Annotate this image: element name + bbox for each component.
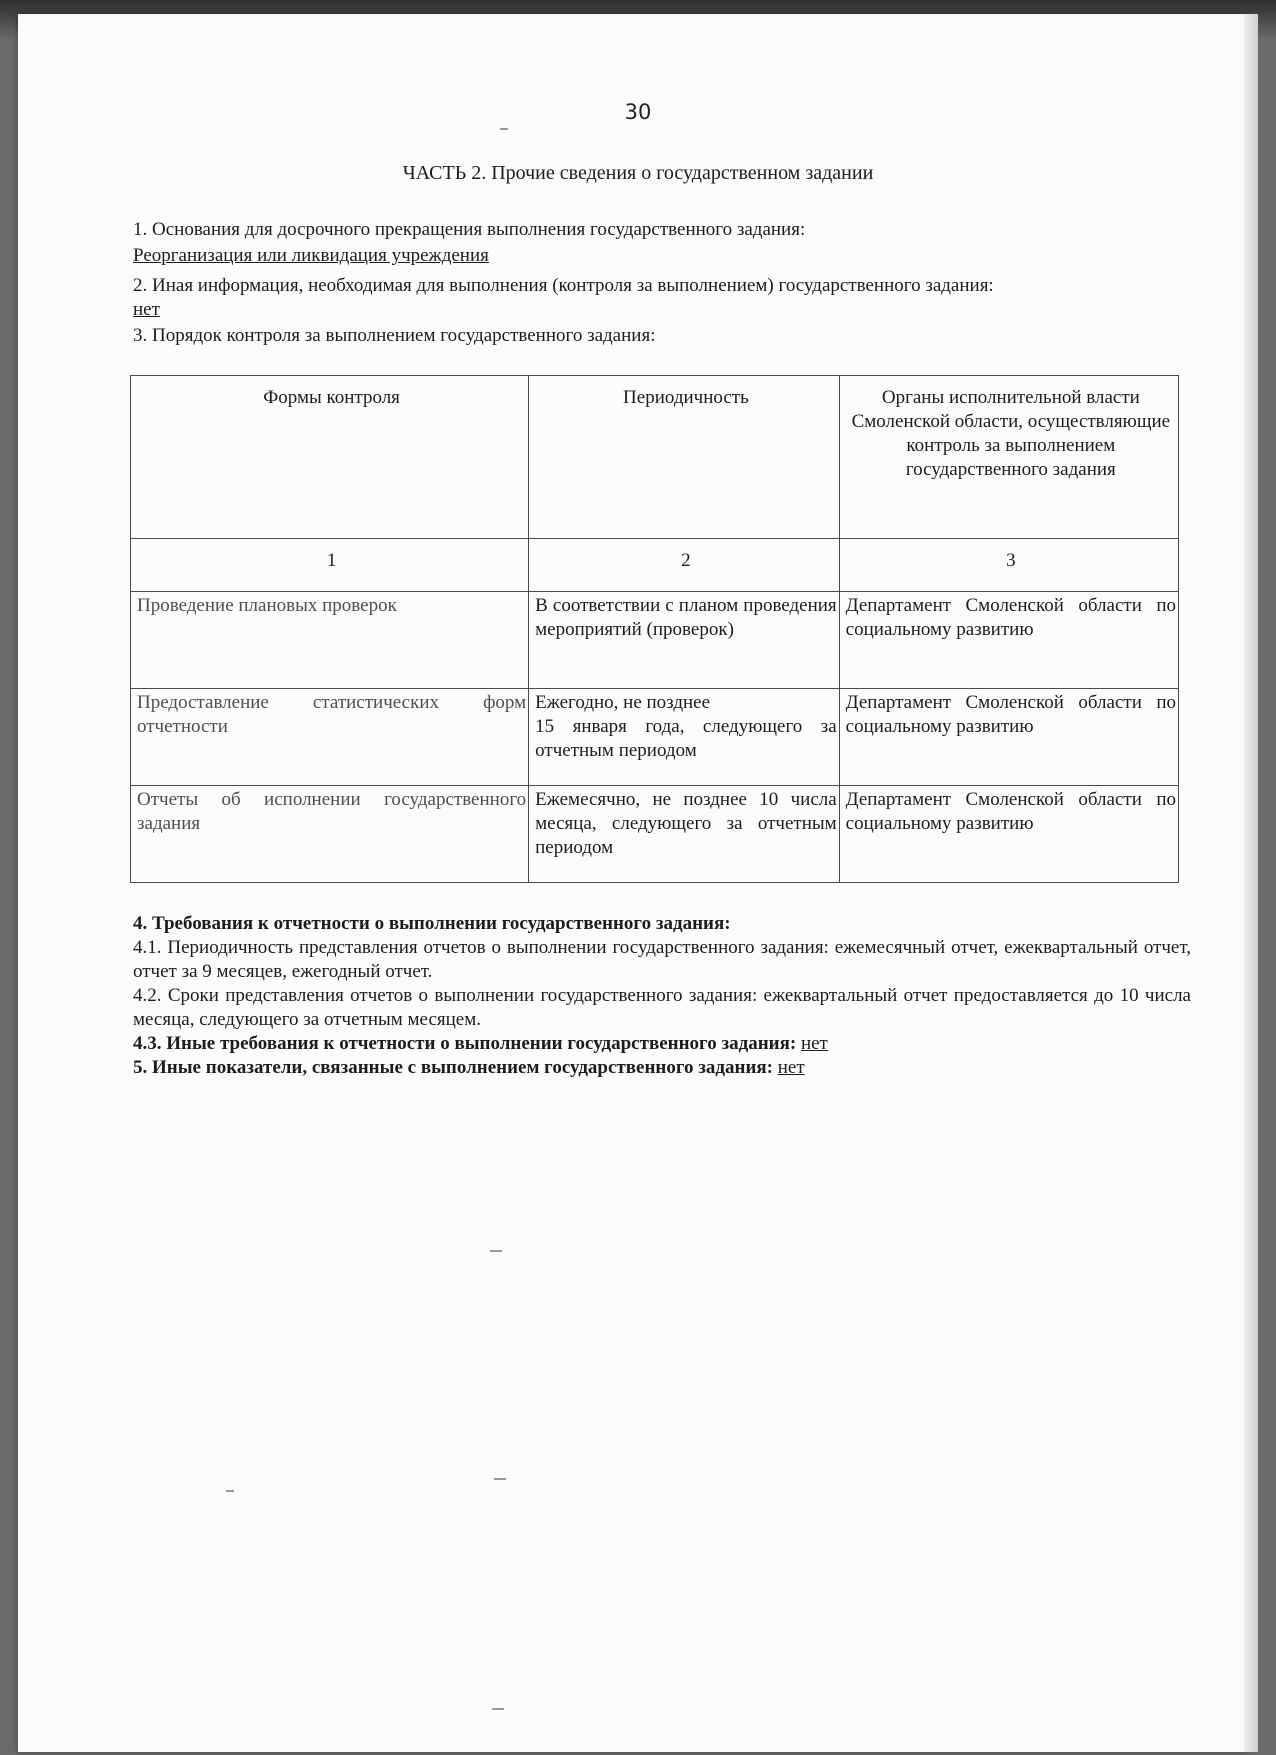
row-2-period-line-1: Ежегодно, не позднее (535, 692, 711, 713)
column-number-1: 1 (131, 539, 529, 592)
header-periodicity: Периодичность (529, 376, 840, 539)
row-3-form: Отчеты об исполнении государственного задания (131, 786, 529, 883)
table-row (131, 592, 1179, 689)
scan-speck (226, 1490, 234, 1492)
header-authorities: Органы исполнительной власти Смоленской области, осуществляющие контроль за выполнением государственного задания (839, 376, 1178, 539)
table-row (131, 689, 1179, 786)
column-number-2: 2 (529, 539, 840, 592)
header-forms: Формы контроля (131, 376, 529, 539)
row-2-body: Департамент Смоленской области по социальному развитию (839, 689, 1178, 786)
section-2-title: 2. Иная информация, необходимая для выполнения (контроля за выполнением) государственного задания: (133, 275, 994, 296)
section-4-title: 4. Требования к отчетности о выполнении государственного задания: (133, 913, 731, 934)
reporting-requirements (133, 912, 1191, 1080)
scan-speck (490, 1250, 502, 1252)
section-2-value: нет (133, 299, 160, 320)
section-3-title: 3. Порядок контроля за выполнением государственного задания: (133, 325, 656, 346)
row-3-body: Департамент Смоленской области по социальному развитию (839, 786, 1178, 883)
section-5 (133, 1056, 1191, 1080)
control-table (130, 375, 1179, 883)
section-1-value: Реорганизация или ликвидация учреждения (133, 245, 489, 266)
row-1-body: Департамент Смоленской области по социальному развитию (839, 592, 1178, 689)
table-row (131, 786, 1179, 883)
scan-speck (494, 1478, 506, 1480)
page-number: 30 (624, 100, 652, 124)
section-5-value: нет (777, 1057, 805, 1078)
scan-speck (492, 1708, 504, 1710)
row-2-form: Предоставление статистических форм отчетности (131, 689, 529, 786)
section-4-3 (133, 1032, 1191, 1056)
section-4-2: 4.2. Сроки представления отчетов о выполнении государственного задания: ежеквартальный отчет предоставляется до 10 числа месяца, следующего за отчетным месяцем. (133, 985, 1191, 1030)
table-header-row (131, 376, 1179, 539)
row-1-period: В соответствии с планом проведения мероприятий (проверок) (529, 592, 840, 689)
row-1-form: Проведение плановых проверок (131, 592, 529, 689)
row-2-period-line-2: 15 января года, следующего за отчетным периодом (535, 716, 837, 761)
table-number-row (131, 539, 1179, 592)
section-4-1: 4.1. Периодичность представления отчетов о выполнении государственного задания: ежемесячный отчет, ежеквартальный отчет, отчет за 9 месяцев, ежегодный отчет. (133, 937, 1191, 982)
row-2-period (529, 689, 840, 786)
section-4-3-label: 4.3. Иные требования к отчетности о выполнении государственного задания: (133, 1033, 797, 1054)
scan-speck (500, 128, 508, 130)
page-edge (1244, 14, 1258, 1752)
section-4-3-value: нет (800, 1033, 828, 1054)
row-3-period: Ежемесячно, не позднее 10 числа месяца, следующего за отчетным периодом (529, 786, 840, 883)
section-5-label: 5. Иные показатели, связанные с выполнением государственного задания: (133, 1057, 773, 1078)
column-number-3: 3 (839, 539, 1178, 592)
section-1-title: 1. Основания для досрочного прекращения выполнения государственного задания: (133, 219, 806, 240)
part-title: ЧАСТЬ 2. Прочие сведения о государственном задании (402, 162, 874, 184)
